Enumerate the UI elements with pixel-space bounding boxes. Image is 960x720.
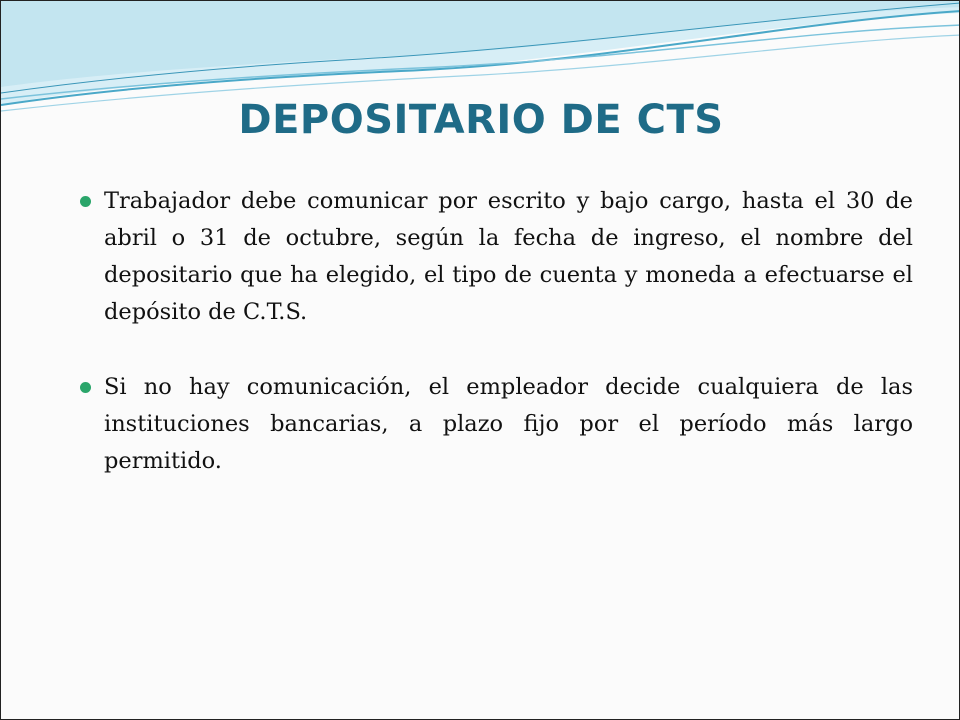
bullet-list: [77, 183, 913, 480]
bullet-text: Si no hay comunicación, el empleador decide cualquiera de las instituciones bancarias, a plazo fijo por el período más largo permitido.: [104, 374, 913, 474]
circle-bullet-icon: [80, 382, 91, 393]
circle-bullet-icon: [80, 196, 91, 207]
bullet-item: [77, 183, 913, 331]
bullet-item: [77, 369, 913, 480]
bullet-text: Trabajador debe comunicar por escrito y bajo cargo, hasta el 30 de abril o 31 de octubre, según la fecha de ingreso, el nombre del depositario que ha elegido, el tipo de cuenta y moneda a efectuarse el depósito de C.T.S.: [104, 188, 913, 325]
slide-title: DEPOSITARIO DE CTS: [238, 97, 724, 143]
